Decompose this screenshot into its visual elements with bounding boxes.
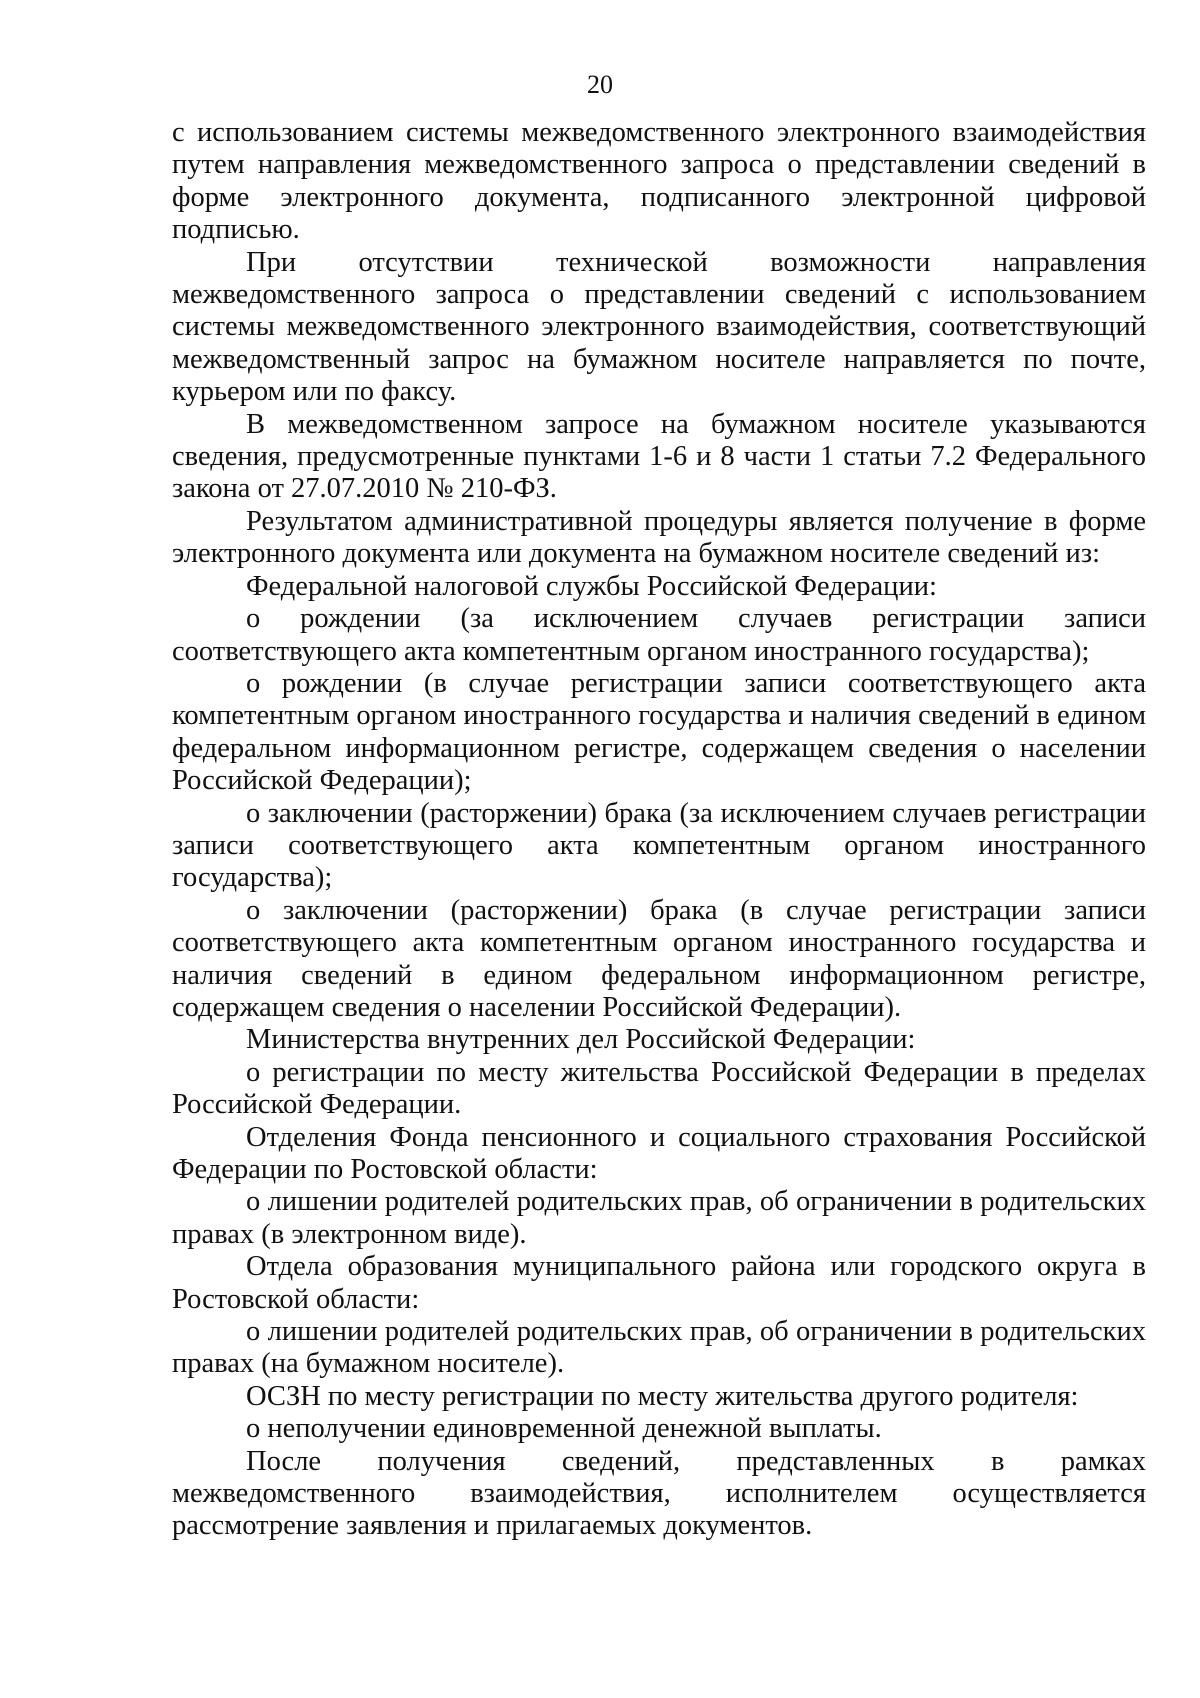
paragraph-interior-ministry-heading: Министерства внутренних дел Российской Федерации: xyxy=(246,1024,916,1056)
paragraph-birth-except-foreign: о рождении (за исключением случаев регистрации записи соответствующего акта компетентным органом иностранного государства); xyxy=(172,603,1146,667)
paragraph-no-technical-possibility: При отсутствии технической возможности направления межведомственного запроса о представлении сведений с использованием системы межведомственного электронного взаимодействия, соответствующий межведомственный запрос на бумажном носителе направляется по почте, курьером или по факсу. xyxy=(172,246,1146,408)
paragraph-continuation: с использованием системы межведомственного электронного взаимодействия путем направления межведомственного запроса о представлении сведений в форме электронного документа, подписанного электронной цифровой подписью. xyxy=(172,117,1146,246)
paragraph-procedure-result: Результатом административной процедуры является получение в форме электронного документа или документа на бумажном носителе сведений из: xyxy=(172,505,1146,570)
page-number: 20 xyxy=(587,70,613,99)
paragraph-marriage-foreign-registered: о заключении (расторжении) брака (в случае регистрации записи соответствующего акта компетентным органом иностранного государства и наличия сведений в едином федеральном информационном регистре, содержащем сведения о населении Российской Федерации). xyxy=(172,894,1146,1023)
paragraph-paper-request-details: В межведомственном запросе на бумажном носителе указываются сведения, предусмотренные пунктами 1-6 и 8 части 1 статьи 7.2 Федерального закона от 27.07.2010 № 210-ФЗ. xyxy=(172,408,1146,505)
paragraph-residence-registration: о регистрации по месту жительства Российской Федерации в пределах Российской Федерации. xyxy=(172,1056,1146,1121)
paragraph-birth-foreign-registered: о рождении (в случае регистрации записи соответствующего акта компетентным органом иностранного государства и наличия сведений в едином федеральном информационном регистре, содержащем сведения о населении Российской Федерации); xyxy=(172,667,1146,797)
document-body xyxy=(172,117,1146,1543)
paragraph-deprivation-electronic: о лишении родителей родительских прав, об ограничении в родительских правах (в электронном виде). xyxy=(172,1186,1146,1250)
paragraph-deprivation-paper: о лишении родителей родительских прав, об ограничении в родительских правах (на бумажном носителе). xyxy=(172,1316,1146,1380)
paragraph-after-receiving-info: После получения сведений, представленных в рамках межведомственного взаимодействия, исполнителем осуществляется рассмотрение заявления и прилагаемых документов. xyxy=(172,1445,1146,1542)
paragraph-marriage-except-foreign: о заключении (расторжении) брака (за исключением случаев регистрации записи соответствующего акта компетентным органом иностранного государства); xyxy=(172,797,1146,894)
paragraph-lump-sum-payment: о неполучении единовременной денежной выплаты. xyxy=(246,1413,882,1445)
paragraph-education-department-heading: Отдела образования муниципального района или городского округа в Ростовской области: xyxy=(172,1251,1146,1315)
paragraph-oszn-heading: ОСЗН по месту регистрации по месту жительства другого родителя: xyxy=(246,1380,1079,1412)
paragraph-tax-service-heading: Федеральной налоговой службы Российской Федерации: xyxy=(246,570,937,602)
paragraph-pension-fund-heading: Отделения Фонда пенсионного и социального страхования Российской Федерации по Ростовской области: xyxy=(172,1121,1146,1185)
